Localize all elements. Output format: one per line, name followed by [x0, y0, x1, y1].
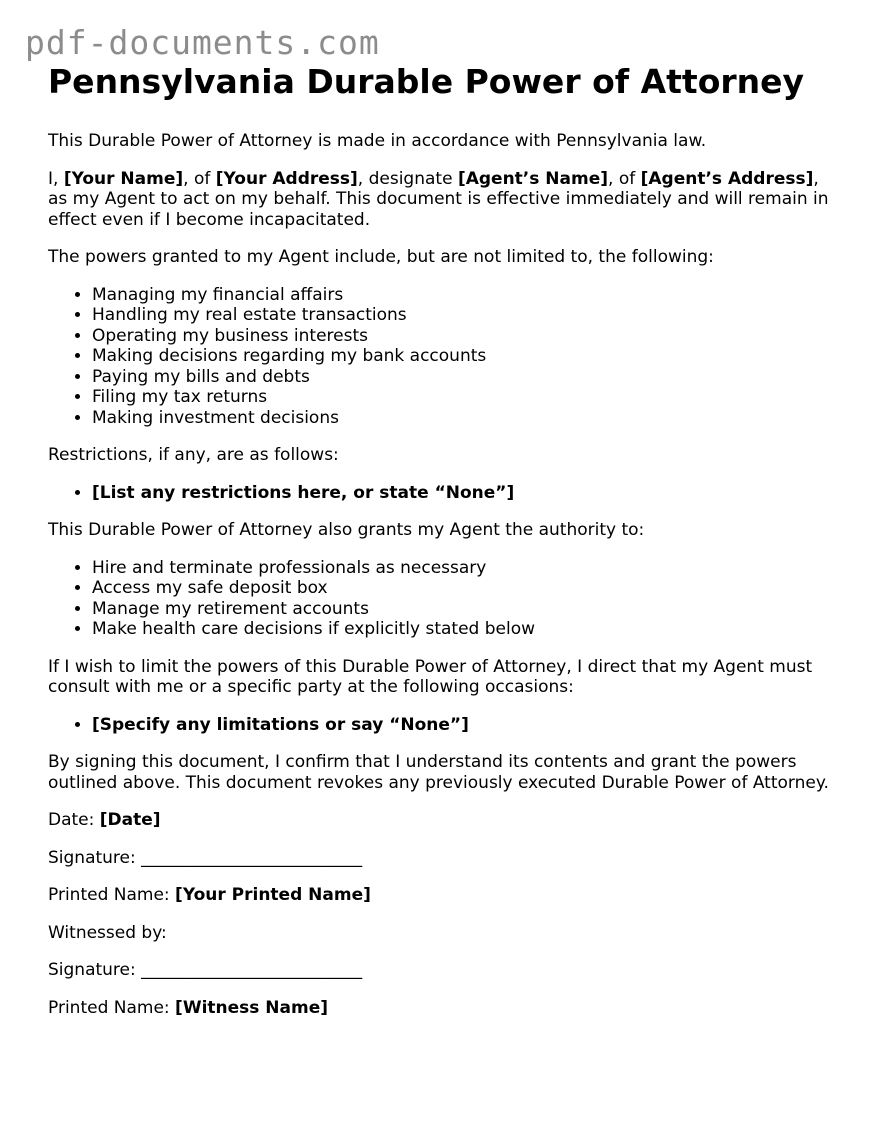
powers-intro: The powers granted to my Agent include, but are not limited to, the following: [48, 247, 714, 267]
signature-line: Signature: __________________________ [48, 847, 363, 868]
printed-name-placeholder: [Your Printed Name] [175, 885, 371, 905]
list-item [92, 483, 838, 504]
witness-signature-blank: __________________________ [141, 960, 363, 980]
list-item [92, 715, 838, 736]
closing-paragraph: By signing this document, I confirm that I understand its contents and grant the powers outlined above. This document revokes any previously executed Durable Power of Attorney. [48, 752, 829, 793]
authority-list [48, 558, 838, 640]
your-address-placeholder: [Your Address] [215, 168, 358, 189]
powers-list [48, 285, 838, 429]
date-line: Date: [Date] [48, 810, 161, 830]
restrictions-placeholder: [List any restrictions here, or state “None”] [92, 482, 515, 503]
list-item: • Access my safe deposit box [92, 578, 838, 599]
limit-list [48, 715, 838, 736]
list-item: • Make health care decisions if explicitly stated below [92, 619, 838, 640]
watermark: pdf-documents.com [25, 23, 380, 62]
your-name-placeholder: [Your Name] [63, 168, 184, 189]
list-item: • Manage my retirement accounts [92, 599, 838, 620]
agent-name-placeholder: [Agent’s Name] [457, 168, 609, 189]
document [48, 60, 838, 1018]
list-item: • Hire and terminate professionals as necessary [92, 558, 838, 579]
date-placeholder: [Date] [99, 810, 161, 830]
list-item: • Filing my tax returns [92, 387, 838, 408]
authority-intro: This Durable Power of Attorney also grants my Agent the authority to: [48, 520, 645, 540]
restrictions-intro: Restrictions, if any, are as follows: [48, 445, 339, 465]
list-item: • Handling my real estate transactions [92, 305, 838, 326]
agent-address-placeholder: [Agent’s Address] [640, 168, 814, 189]
witness-signature-line: Signature: __________________________ [48, 960, 363, 980]
printed-name-line: Printed Name: [Your Printed Name] [48, 885, 371, 905]
list-item: • Operating my business interests [92, 326, 838, 347]
witness-printed-name-line: Printed Name: [Witness Name] [48, 997, 329, 1018]
list-item: • Paying my bills and debts [92, 367, 838, 388]
intro-paragraph: This Durable Power of Attorney is made in accordance with Pennsylvania law. [48, 131, 707, 151]
limit-intro: If I wish to limit the powers of this Durable Power of Attorney, I direct that my Agent must consult with me or a specific party at the following occasions: [48, 656, 813, 697]
witnessed-by-label: Witnessed by: [48, 922, 167, 943]
list-item: • Making investment decisions [92, 408, 838, 429]
witness-name-placeholder: [Witness Name] [175, 997, 329, 1018]
signature-blank: __________________________ [141, 847, 363, 868]
list-item: • Managing my financial affairs [92, 285, 838, 306]
document-title: Pennsylvania Durable Power of Attorney [48, 62, 805, 101]
limitations-placeholder: [Specify any limitations or say “None”] [92, 714, 469, 735]
designation-paragraph: I, [Your Name], of [Your Address], designate [Agent’s Name], of [Agent’s Address], as my Agent to act on my behalf. This document is effective immediately and will remain in effect even if I become incapacitated. [48, 168, 829, 230]
restrictions-list [48, 483, 838, 504]
list-item: • Making decisions regarding my bank accounts [92, 346, 838, 367]
